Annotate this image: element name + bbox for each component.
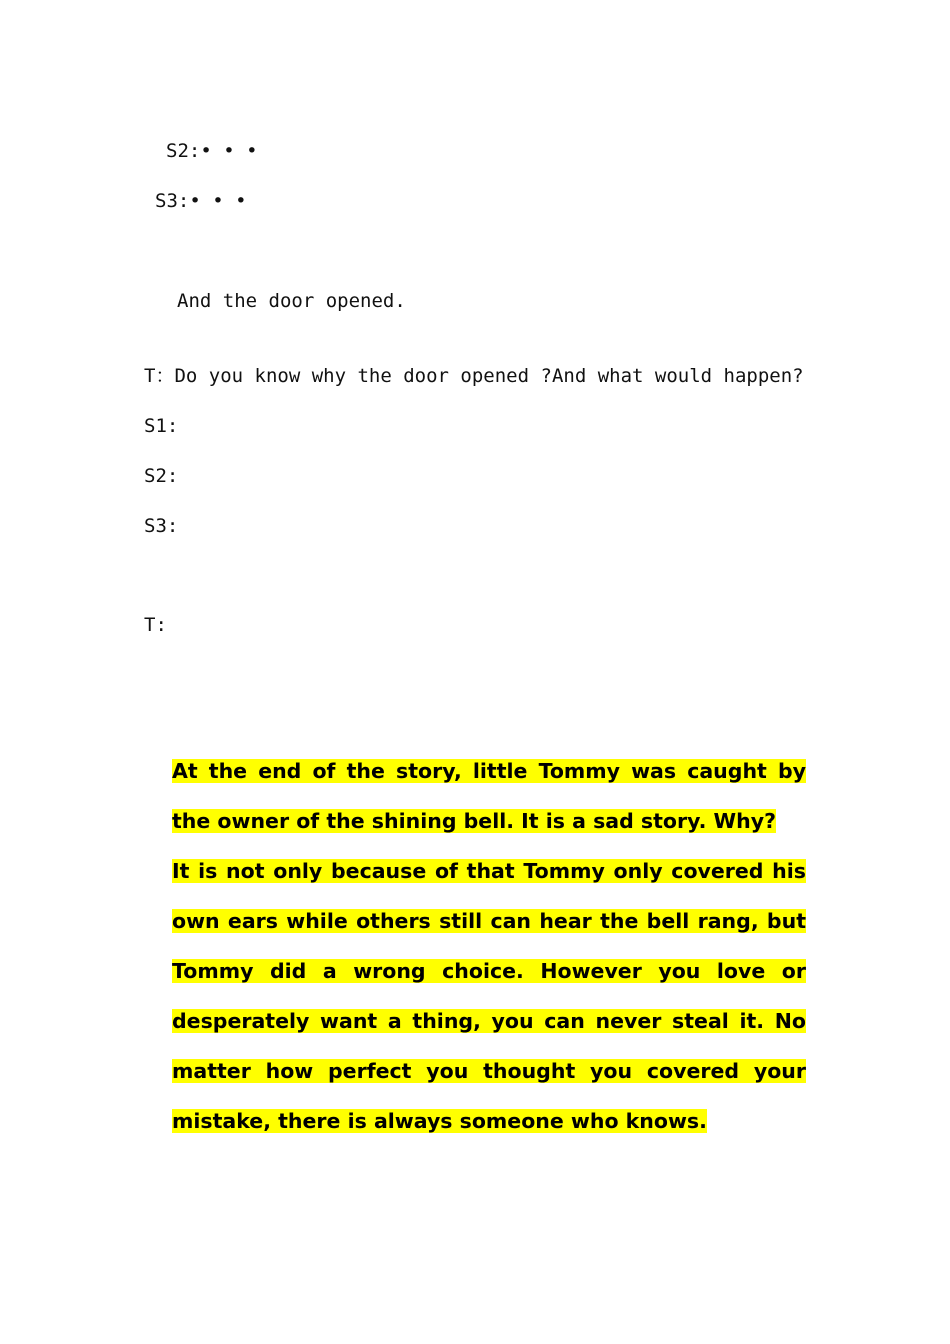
question-text: Do you know why the door opened ?And what would happen? bbox=[174, 365, 804, 387]
teacher-line: T: bbox=[144, 614, 167, 636]
speaker-label: S2: bbox=[166, 140, 201, 162]
response-s3: S3: bbox=[144, 515, 179, 537]
summary-paragraph-1 bbox=[172, 746, 806, 846]
ellipsis-dots: • • • bbox=[200, 140, 258, 162]
dialogue-line-s2 bbox=[166, 139, 258, 163]
highlighted-text: It is not only because of that Tommy only covered his own ears while others still can hear the bell rang, but Tommy did a wrong choice. However you love or desperately want a thing, you can never steal it. No matter how perfect you thought you covered your mistake, there is always someone who knows. bbox=[172, 859, 806, 1133]
dialogue-line-s3 bbox=[155, 189, 247, 213]
ellipsis-dots: • • • bbox=[189, 190, 247, 212]
story-summary bbox=[172, 746, 806, 1146]
response-s2: S2: bbox=[144, 465, 179, 487]
speaker-label: T： bbox=[144, 365, 175, 387]
highlighted-text: At the end of the story, little Tommy was caught by the owner of the shining bell. It is a sad story. Why? bbox=[172, 759, 806, 833]
speaker-label: S3: bbox=[155, 190, 190, 212]
response-s1: S1: bbox=[144, 415, 179, 437]
summary-paragraph-2 bbox=[172, 846, 806, 1146]
teacher-question bbox=[144, 364, 804, 388]
narration-line: And the door opened. bbox=[177, 290, 406, 312]
